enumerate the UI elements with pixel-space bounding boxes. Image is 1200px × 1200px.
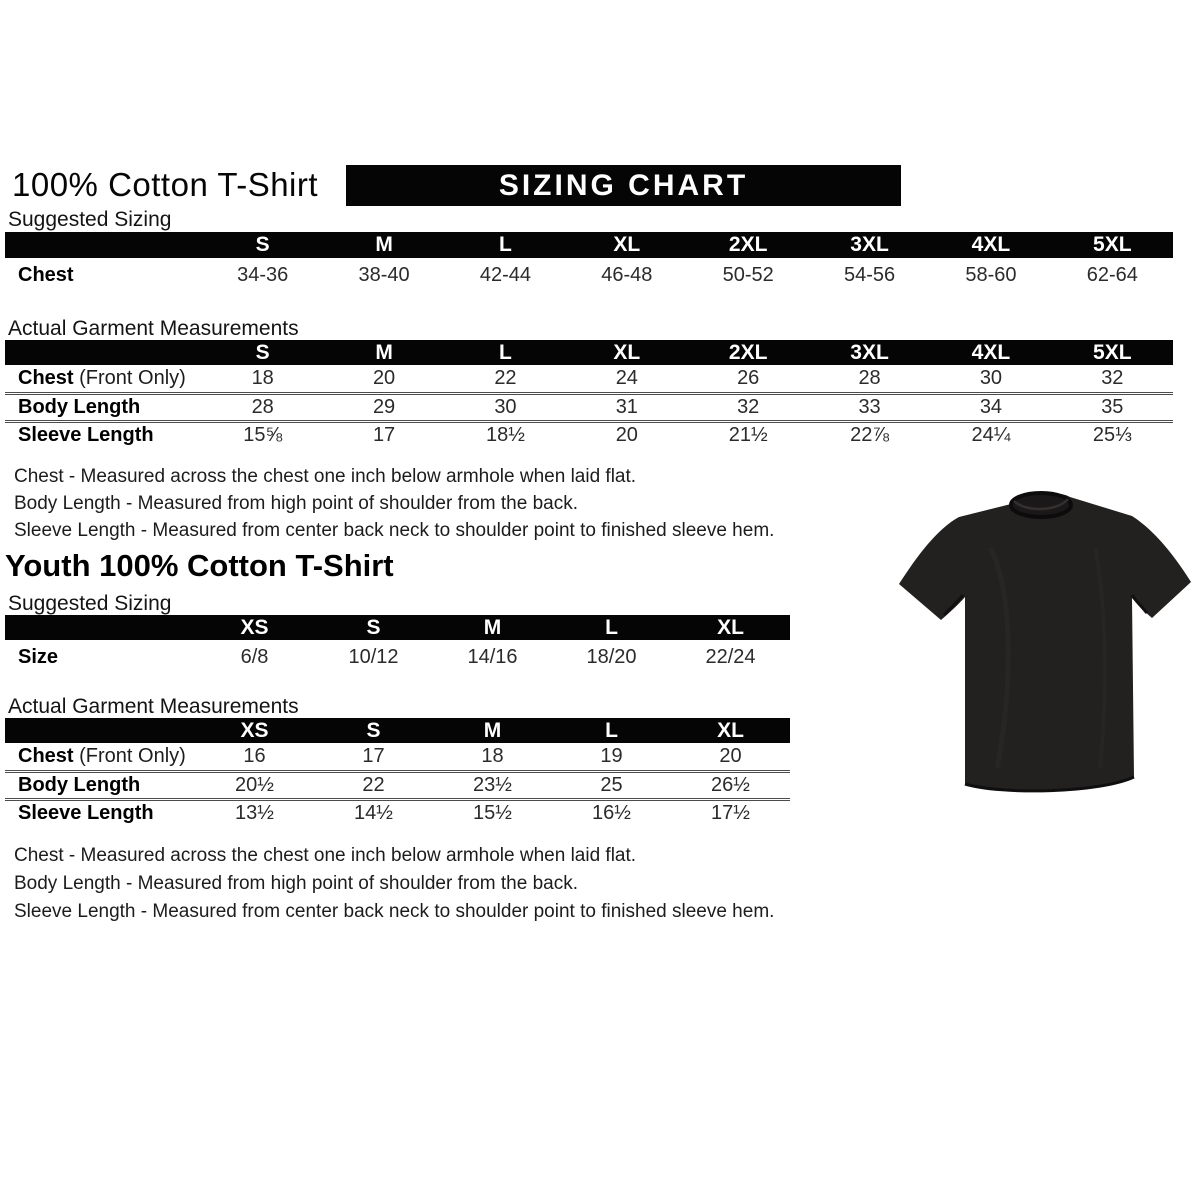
measurement-cell: 31 [566,393,687,421]
header-spacer-cell [5,340,202,365]
measurement-cell: 35 [1052,393,1173,421]
youth-actual-measurements-label: Actual Garment Measurements [8,695,299,718]
measurement-cell: 50-52 [722,263,774,286]
size-column-header: S [202,340,323,365]
measurement-cell: 17 [362,744,385,767]
measurement-cell: 22/24 [705,645,756,668]
size-column-header: M [323,340,444,365]
measurement-cell: 32 [688,393,809,421]
tshirt-image [895,478,1195,810]
youth-suggested-sizing-label: Suggested Sizing [8,592,172,615]
measurement-cell: 24 [615,366,638,389]
measurement-cell: 38-40 [358,263,410,286]
page-title: 100% Cotton T-Shirt [12,166,319,203]
row-label-bold: Body Length [18,773,141,796]
size-column-header: 3XL [809,340,930,365]
size-header-row [5,340,1173,365]
measurement-cell: 28 [202,393,323,421]
body-length-row [5,771,790,799]
measurement-cell: 14/16 [467,645,518,668]
size-column-header: 4XL [930,340,1051,365]
size-column-header: XS [195,718,314,743]
measurement-cell: 62-64 [1086,263,1138,286]
size-column-header: M [433,615,552,640]
size-header-row [5,718,790,743]
size-column-header: XL [671,615,790,640]
chest-front-only-row [5,365,1173,393]
row-label-suffix: (Front Only) [73,366,186,389]
size-column-header: S [314,718,433,743]
row-label [5,421,202,449]
size-column-header: M [323,232,444,258]
size-column-header: L [552,615,671,640]
header-spacer-cell [5,718,195,743]
row-label-bold: Chest [18,366,74,389]
note-line: Chest - Measured across the chest one inch below armhole when laid flat. [14,466,637,487]
measurement-cell: 20 [566,421,687,449]
chest-front-only-row [5,743,790,771]
measurement-cell: 19 [600,744,623,767]
adult-actual-measurements-label: Actual Garment Measurements [8,317,299,340]
size-column-header: 3XL [809,232,930,258]
measurement-cell: 58-60 [965,263,1017,286]
measurement-cell: 25 [552,771,671,799]
size-header-row [5,232,1173,258]
adult-suggested-sizing-label: Suggested Sizing [8,208,172,231]
adult-suggested-sizing-table [5,232,1173,292]
size-column-header: XL [671,718,790,743]
measurement-cell: 46-48 [601,263,653,286]
measurement-cell: 29 [323,393,444,421]
youth-measurement-notes [14,842,774,926]
size-column-header: 4XL [930,232,1051,258]
row-label [5,365,202,393]
body-length-row [5,393,1173,421]
measurement-cell: 6/8 [240,645,269,668]
measurement-cell: 18½ [445,421,566,449]
measurement-cell: 23½ [433,771,552,799]
measurement-cell: 10/12 [348,645,399,668]
measurement-cell: 22 [494,366,517,389]
measurement-cell: 30 [979,366,1003,389]
size-column-header: XS [195,615,314,640]
row-label [5,799,195,827]
youth-actual-measurements-table [5,718,790,827]
measurement-cell: 21½ [688,421,809,449]
measurement-cell: 17½ [671,799,790,827]
size-column-header: L [445,340,566,365]
row-label [5,771,195,799]
size-column-header: XL [566,232,687,258]
measurement-cell: 15⅝ [202,421,323,449]
black-tshirt-graphic [895,478,1195,810]
measurement-cell: 34-36 [237,263,289,286]
measurement-cell: 20 [719,744,742,767]
note-line: Sleeve Length - Measured from center back neck to shoulder point to finished sleeve hem. [14,520,775,541]
header-spacer-cell [5,232,202,258]
size-header-row [5,615,790,640]
measurement-cell: 28 [858,366,881,389]
size-row [5,640,790,674]
row-label-bold: Body Length [18,395,141,418]
measurement-cell: 33 [809,393,930,421]
note-line: Body Length - Measured from high point of shoulder from the back. [14,493,578,514]
row-label [5,743,195,771]
size-column-header: S [202,232,323,258]
row-label-bold: Sleeve Length [18,802,154,825]
row-label: Chest [18,263,74,286]
measurement-cell: 18/20 [586,645,637,668]
sleeve-length-row [5,799,790,827]
note-line: Chest - Measured across the chest one inch below armhole when laid flat. [14,845,637,866]
measurement-cell: 14½ [314,799,433,827]
row-label [5,393,202,421]
header-spacer-cell [5,615,195,640]
measurement-cell: 18 [251,366,274,389]
row-label-bold: Sleeve Length [18,424,154,447]
measurement-cell: 20 [372,366,396,389]
size-column-header: L [445,232,566,258]
size-column-header: M [433,718,552,743]
size-column-header: L [552,718,671,743]
row-label: Size [18,645,59,668]
row-label-suffix: (Front Only) [73,744,186,767]
youth-section-title: Youth 100% Cotton T-Shirt [5,548,394,583]
measurement-cell: 30 [445,393,566,421]
measurement-cell: 15½ [433,799,552,827]
measurement-cell: 20½ [195,771,314,799]
measurement-cell: 22 [314,771,433,799]
size-column-header: 5XL [1052,340,1173,365]
size-column-header: 2XL [688,340,809,365]
adult-actual-measurements-table [5,340,1173,449]
adult-measurement-notes [14,463,774,544]
sizing-chart-banner: SIZING CHART [346,165,901,206]
row-label-bold: Chest [18,744,74,767]
measurement-cell: 16 [243,744,266,767]
measurement-cell: 25⅓ [1052,421,1173,449]
measurement-cell: 32 [1101,366,1124,389]
note-line: Sleeve Length - Measured from center back neck to shoulder point to finished sleeve hem. [14,901,775,922]
size-column-header: 2XL [688,232,809,258]
measurement-cell: 54-56 [843,263,896,286]
size-column-header: 5XL [1052,232,1173,258]
sleeve-length-row [5,421,1173,449]
measurement-cell: 34 [930,393,1051,421]
measurement-cell: 42-44 [479,263,532,286]
chest-row [5,258,1173,292]
measurement-cell: 24¼ [930,421,1051,449]
measurement-cell: 22⅞ [809,421,930,449]
measurement-cell: 18 [481,744,504,767]
measurement-cell: 26 [737,366,760,389]
note-line: Body Length - Measured from high point of shoulder from the back. [14,873,578,894]
size-column-header: S [314,615,433,640]
measurement-cell: 13½ [195,799,314,827]
measurement-cell: 26½ [671,771,790,799]
measurement-cell: 16½ [552,799,671,827]
size-column-header: XL [566,340,687,365]
measurement-cell: 17 [323,421,444,449]
youth-suggested-sizing-table [5,615,790,674]
